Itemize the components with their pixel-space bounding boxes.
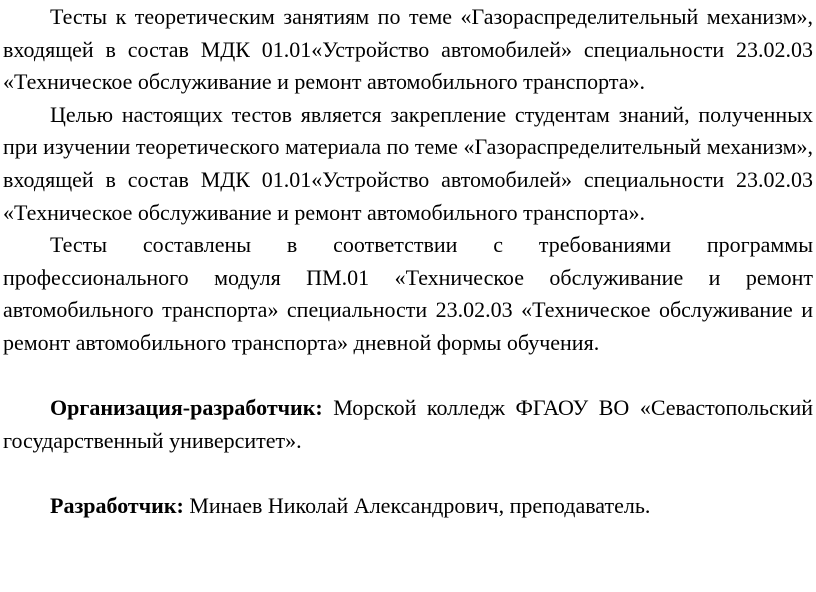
paragraph-purpose: Целью настоящих тестов является закрепление студентам знаний, полученных при изучении теоретического материала по теме «Газораспределительный механизм», входящей в состав МДК 01.01«Устройство автомобилей» специальности 23.02.03 «Техническое обслуживание и ремонт автомобильного транспорта». [3, 101, 813, 225]
document-page [3, 1, 813, 523]
developer-line [3, 490, 813, 523]
developer-text: Минаев Николай Александрович, преподаватель. [183, 492, 651, 518]
blank-line [3, 457, 813, 490]
blank-line [3, 360, 813, 393]
organization-text: Морской колледж ФГАОУ ВО «Севастопольский государственный университет». [3, 395, 813, 453]
developer-label: Разработчик: [50, 492, 184, 518]
paragraph-compliance: Тесты составлены в соответствии с требованиями программы профессионального модуля ПМ.01 «Техническое обслуживание и ремонт автомобильного транспорта» специальности 23.02.03 «Техническое обслуживание и ремонт автомобильного транспорта» дневной формы обучения. [3, 232, 813, 355]
organization-line [3, 392, 813, 457]
paragraph-intro: Тесты к теоретическим занятиям по теме «Газораспределительный механизм», входящей в состав МДК 01.01«Устройство автомобилей» специальности 23.02.03 «Техническое обслуживание и ремонт автомобильного транспорта». [3, 4, 813, 95]
organization-label: Организация-разработчик: [50, 395, 323, 421]
